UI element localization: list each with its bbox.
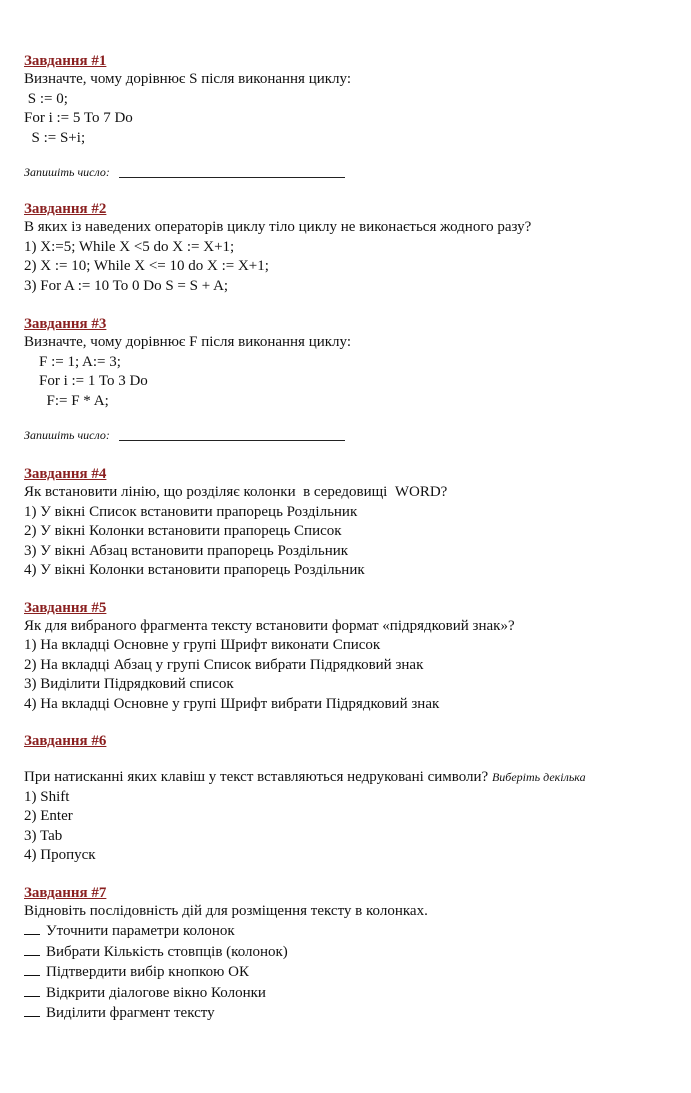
answer-option: 2) Enter	[24, 808, 73, 824]
task-question: При натисканні яких клавіш у текст вставляються недруковані символи?	[24, 769, 489, 785]
task-1	[24, 52, 674, 180]
code-line: For i := 5 To 7 Do	[24, 110, 133, 126]
answer-option: 3) For A := 10 To 0 Do S = S + A;	[24, 277, 229, 294]
task-question: Як встановити лінію, що розділяє колонки в середовищі WORD?	[24, 484, 448, 500]
order-item-label: Вибрати Кількість стовпців (колонок)	[46, 943, 288, 960]
order-blank[interactable]	[24, 962, 40, 976]
answer-option: 1) X:=5; While X <5 do X := X+1;	[24, 238, 235, 255]
order-item	[24, 942, 674, 963]
answer-label: Запишіть число:	[24, 428, 110, 442]
answer-row	[24, 164, 674, 180]
task-6	[24, 732, 674, 866]
order-item	[24, 921, 674, 942]
order-blank[interactable]	[24, 921, 40, 935]
task-title: Завдання #3	[24, 316, 107, 332]
answer-row	[24, 427, 674, 443]
answer-input-line[interactable]	[119, 177, 345, 178]
task-5	[24, 599, 674, 715]
code-line: For i := 1 To 3 Do	[24, 373, 148, 389]
order-item-label: Виділити фрагмент тексту	[46, 1005, 215, 1021]
order-blank[interactable]	[24, 1003, 40, 1017]
answer-option: 2) X := 10; While X <= 10 do X := X+1;	[24, 258, 269, 274]
task-question: Визначте, чому дорівнює F після виконання циклу:	[24, 334, 352, 350]
order-item-label: Підтвердити вибір кнопкою ОК	[46, 964, 249, 980]
task-question-row	[24, 768, 674, 788]
task-title: Завдання #6	[24, 733, 107, 749]
answer-option: 1) На вкладці Основне у групі Шрифт виконати Список	[24, 637, 381, 653]
code-line: F:= F * A;	[24, 392, 109, 409]
task-question: Визначте, чому дорівнює S після виконання циклу:	[24, 71, 352, 87]
task-title: Завдання #5	[24, 599, 107, 616]
answer-option: 3) У вікні Абзац встановити прапорець Роздільник	[24, 542, 349, 559]
order-blank[interactable]	[24, 942, 40, 956]
order-item-label: Уточнити параметри колонок	[46, 923, 235, 939]
answer-option: 4) У вікні Колонки встановити прапорець Роздільник	[24, 562, 365, 578]
answer-option: 3) Tab	[24, 827, 63, 844]
task-question: Відновіть послідовність дій для розміщення тексту в колонках.	[24, 902, 428, 919]
task-title: Завдання #2	[24, 201, 107, 217]
order-item	[24, 962, 674, 983]
answer-option: 2) На вкладці Абзац у групі Список вибрати Підрядковий знак	[24, 656, 424, 673]
task-title: Завдання #1	[24, 53, 107, 69]
answer-label: Запишіть число:	[24, 165, 110, 179]
answer-option: 1) Shift	[24, 788, 70, 805]
code-line: S := S+i;	[24, 129, 86, 146]
task-title: Завдання #7	[24, 884, 107, 901]
answer-option: 4) На вкладці Основне у групі Шрифт вибрати Підрядковий знак	[24, 695, 440, 712]
answer-input-line[interactable]	[119, 440, 345, 441]
code-line: F := 1; A:= 3;	[24, 353, 121, 370]
worksheet	[24, 52, 674, 1024]
order-item	[24, 1003, 674, 1024]
order-item-label: Відкрити діалогове вікно Колонки	[46, 984, 266, 1001]
task-question: В яких із наведених операторів циклу тіло циклу не виконається жодного разу?	[24, 219, 532, 235]
order-blank[interactable]	[24, 983, 40, 997]
task-7	[24, 884, 674, 1024]
task-question: Як для вибраного фрагмента тексту встановити формат «підрядковий знак»?	[24, 617, 515, 634]
task-2	[24, 200, 674, 296]
answer-option: 4) Пропуск	[24, 847, 96, 863]
task-4	[24, 465, 674, 581]
task-3	[24, 315, 674, 443]
task-hint: Виберіть декілька	[491, 770, 586, 784]
answer-option: 1) У вікні Список встановити прапорець Роздільник	[24, 503, 358, 520]
task-title: Завдання #4	[24, 466, 107, 482]
order-item	[24, 983, 674, 1004]
answer-option: 3) Виділити Підрядковий список	[24, 676, 234, 692]
answer-option: 2) У вікні Колонки встановити прапорець Список	[24, 523, 342, 539]
code-line: S := 0;	[24, 90, 68, 107]
